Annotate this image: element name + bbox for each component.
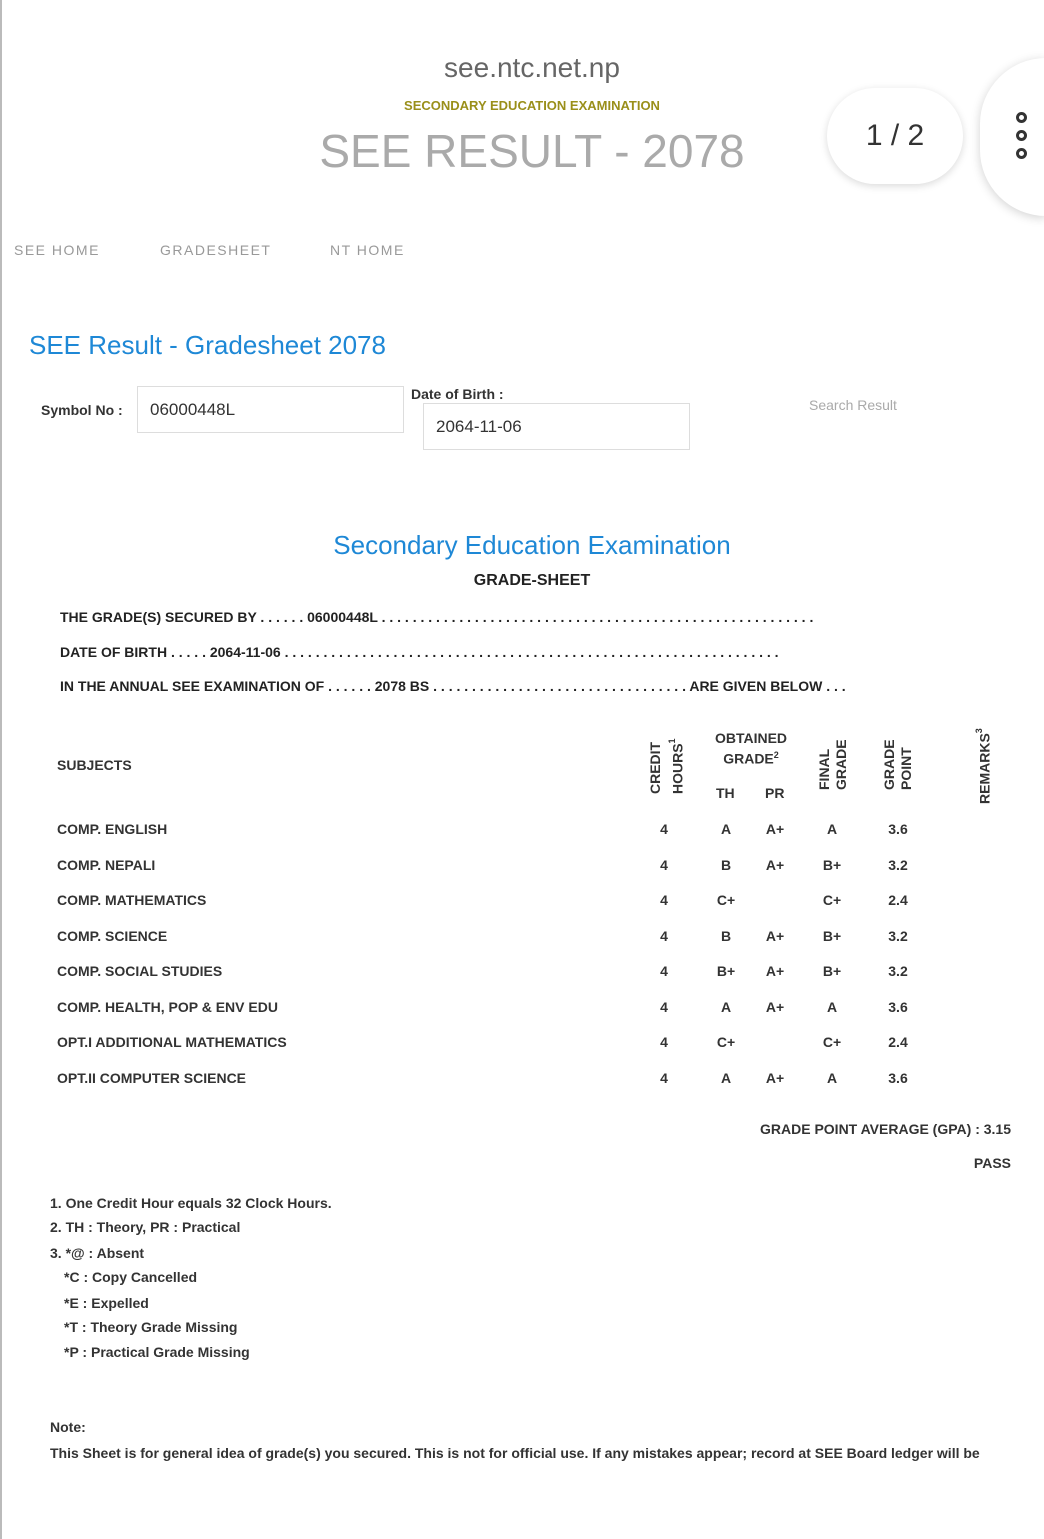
final-grade-cell: B+ <box>822 856 842 873</box>
credit-cell: 4 <box>660 1034 668 1050</box>
note-text: This Sheet is for general idea of grade(s) you secured. This is not for official use. If any mistakes appear; record at SEE Board ledger will be <box>50 1445 980 1461</box>
th-grade-cell: A <box>720 998 732 1015</box>
table-row <box>2 857 1042 877</box>
search-result-button[interactable]: Search Result <box>809 397 897 413</box>
remarks-header: REMARKS$^3$ <box>974 728 993 804</box>
obtained-grade-header: OBTAINED GRADE$^2$ <box>714 730 788 767</box>
table-row <box>2 928 1042 948</box>
page-title: SEE RESULT - 2078 <box>319 125 745 177</box>
nav-nt-home[interactable]: NT HOME <box>330 242 405 258</box>
header-subtitle: SECONDARY EDUCATION EXAMINATION <box>404 98 660 113</box>
footnote: 3. *@ : Absent <box>50 1245 145 1261</box>
footnote: *T : Theory Grade Missing <box>64 1319 238 1335</box>
dob-line: DATE OF BIRTH . . . . . 2064-11-06 . . . . . . . . . . . . . . . . . . . . . . . . . . . . . . . . . . . . . . . . . . . . . . . . . . . . . . . . . . . . . . . . <box>60 644 779 660</box>
final-grade-header: FINAL GRADE <box>816 739 849 790</box>
subjects-header: SUBJECTS <box>57 757 132 773</box>
grade-point-cell: 2.4 <box>888 892 908 908</box>
footnote: 1. One Credit Hour equals 32 Clock Hours. <box>50 1195 332 1211</box>
footnote: *C : Copy Cancelled <box>64 1269 198 1285</box>
pr-grade-cell: A+ <box>765 821 785 837</box>
credit-cell: 4 <box>660 1069 668 1086</box>
sheet-title: Secondary Education Examination <box>333 530 731 560</box>
site-domain: see.ntc.net.np <box>444 52 620 83</box>
gpa: GRADE POINT AVERAGE (GPA) : 3.15 <box>760 1121 1011 1137</box>
grade-point-cell: 3.2 <box>888 963 908 979</box>
credit-cell: 4 <box>660 998 668 1015</box>
final-grade-cell: A <box>826 998 838 1015</box>
final-grade-cell: B+ <box>822 927 842 944</box>
credit-cell: 4 <box>660 856 668 873</box>
subject-cell: COMP. SOCIAL STUDIES <box>57 963 223 979</box>
page-counter: 1 / 2 <box>827 88 963 184</box>
pr-header: PR <box>765 785 785 801</box>
subject-cell: COMP. HEALTH, POP & ENV EDU <box>57 998 278 1015</box>
table-row <box>2 892 1042 912</box>
grade-point-cell: 3.6 <box>888 1069 908 1086</box>
grade-point-header: GRADE POINT <box>881 739 914 790</box>
note-label: Note: <box>50 1419 86 1435</box>
credit-cell: 4 <box>660 963 668 979</box>
grade-point-cell: 3.6 <box>888 998 908 1015</box>
final-grade-cell: A <box>826 821 838 837</box>
th-grade-cell: B <box>720 927 732 944</box>
final-grade-cell: C+ <box>822 892 842 908</box>
pr-grade-cell: A+ <box>765 998 785 1015</box>
secured-by-line: THE GRADE(S) SECURED BY . . . . . . 06000448L . . . . . . . . . . . . . . . . . . . . . . . . . . . . . . . . . . . . . . . . . . . . . . . . . . . . . . . . <box>60 609 814 625</box>
symbol-input[interactable]: 06000448L <box>137 386 404 433</box>
form-heading: SEE Result - Gradesheet 2078 <box>29 330 386 360</box>
th-grade-cell: A <box>720 1069 732 1086</box>
dob-label: Date of Birth : <box>411 386 504 402</box>
pr-grade-cell: A+ <box>765 963 785 979</box>
pr-grade-cell: A+ <box>765 856 785 873</box>
credit-cell: 4 <box>660 927 668 944</box>
table-row <box>2 1070 1042 1090</box>
table-row <box>2 1034 1042 1054</box>
final-grade-cell: B+ <box>822 963 842 979</box>
credit-hours-header: CREDIT HOURS$^1$ <box>647 738 686 794</box>
credit-cell: 4 <box>660 892 668 908</box>
pr-grade-cell: A+ <box>765 927 785 944</box>
table-row <box>2 821 1042 841</box>
final-grade-cell: A <box>826 1069 838 1086</box>
result-status: PASS <box>973 1155 1011 1171</box>
subject-cell: COMP. MATHEMATICS <box>57 892 207 908</box>
subject-cell: COMP. NEPALI <box>57 856 156 873</box>
credit-cell: 4 <box>660 821 668 837</box>
subject-cell: COMP. SCIENCE <box>57 927 168 944</box>
footnote: *P : Practical Grade Missing <box>64 1344 250 1360</box>
grade-point-cell: 3.6 <box>888 821 908 837</box>
nav-gradesheet[interactable]: GRADESHEET <box>160 242 272 258</box>
sheet-subtitle: GRADE-SHEET <box>473 572 591 589</box>
th-grade-cell: B+ <box>716 963 736 979</box>
footnote: 2. TH : Theory, PR : Practical <box>50 1219 241 1235</box>
grade-point-cell: 2.4 <box>888 1034 908 1050</box>
th-header: TH <box>716 785 735 801</box>
table-row <box>2 963 1042 983</box>
dob-input[interactable]: 2064-11-06 <box>423 403 690 450</box>
th-grade-cell: C+ <box>716 1034 736 1050</box>
grade-point-cell: 3.2 <box>888 856 908 873</box>
final-grade-cell: C+ <box>822 1034 842 1050</box>
subject-cell: OPT.I ADDITIONAL MATHEMATICS <box>57 1034 287 1050</box>
pr-grade-cell: A+ <box>765 1069 785 1086</box>
table-row <box>2 999 1042 1019</box>
th-grade-cell: C+ <box>716 892 736 908</box>
exam-line: IN THE ANNUAL SEE EXAMINATION OF . . . . . . 2078 BS . . . . . . . . . . . . . . . . . . . . . . . . . . . . . . . . . ARE GIVEN BELOW . . . <box>60 678 846 694</box>
th-grade-cell: A <box>720 821 732 837</box>
nav-see-home[interactable]: SEE HOME <box>14 242 100 258</box>
grade-point-cell: 3.2 <box>888 927 908 944</box>
symbol-label: Symbol No : <box>41 402 123 418</box>
th-grade-cell: B <box>720 856 732 873</box>
subject-cell: OPT.II COMPUTER SCIENCE <box>57 1069 247 1086</box>
subject-cell: COMP. ENGLISH <box>57 821 168 837</box>
footnote: *E : Expelled <box>64 1295 149 1311</box>
